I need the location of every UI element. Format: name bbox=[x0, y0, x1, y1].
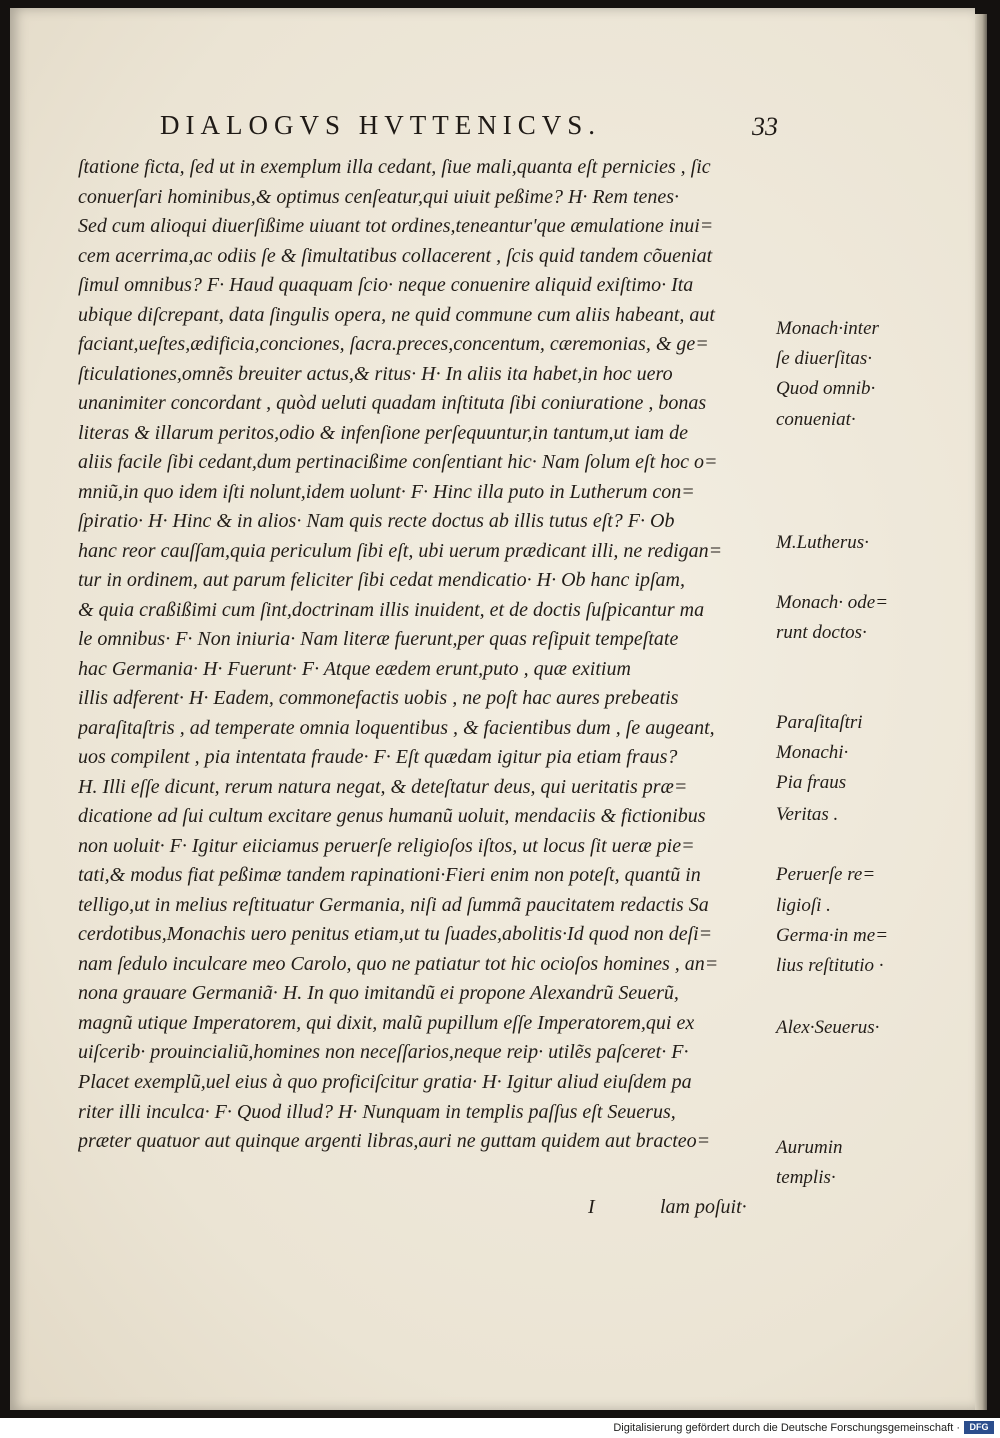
margin-note: ligioſi . bbox=[776, 895, 831, 916]
text-line bbox=[78, 773, 780, 803]
text-line bbox=[78, 655, 780, 685]
text-line-content: illis adferent· H· Eadem, commonefactis uobis , ne poſt hac aures prebeatis bbox=[78, 687, 679, 710]
text-line bbox=[78, 448, 780, 478]
text-line bbox=[78, 1127, 780, 1157]
signature-mark: I bbox=[588, 1196, 595, 1218]
text-line bbox=[78, 950, 780, 980]
text-line-content: Sed cum alioqui diuerſißime uiuant tot ordines,teneantur'que æmulatione inui= bbox=[78, 215, 714, 238]
text-line bbox=[78, 212, 780, 242]
margin-note: Monach· ode= bbox=[776, 592, 889, 613]
text-line bbox=[78, 566, 780, 596]
text-line-content: faciant,ueſtes,ædificia,conciones, ſacra.preces,concentum, cæremonias, & ge= bbox=[78, 333, 709, 356]
text-line bbox=[78, 360, 780, 390]
text-line-content: telligo,ut in melius reſtituatur Germania, niſi ad ſummã paucitatem redactis Sa bbox=[78, 893, 709, 916]
text-line-content: H. Illi eſſe dicunt, rerum natura negat, & deteſtatur deus, qui ueritatis præ= bbox=[78, 775, 688, 798]
dfg-logo: DFG bbox=[964, 1421, 994, 1434]
catchword: lam poſuit· bbox=[660, 1196, 747, 1218]
text-line-content: nam ſedulo inculcare meo Carolo, quo ne patiatur tot hic ocioſos homines , an= bbox=[78, 952, 719, 975]
margin-note: Pia fraus bbox=[776, 772, 847, 793]
page-edge bbox=[975, 14, 987, 1410]
text-line-content: præter quatuor aut quinque argenti libras,auri ne guttam quidem aut bracteo= bbox=[78, 1130, 711, 1153]
text-line-content: hanc reor cauſſam,quia periculum ſibi eſt, ubi uerum prædicant illi, ne redigan= bbox=[78, 539, 723, 562]
text-line bbox=[78, 507, 780, 537]
text-line-content: non uoluit· F· Igitur eiiciamus peruerſe religioſos iſtos, ut locus ſit ueræ pie= bbox=[78, 834, 695, 857]
text-line-content: conuerſari hominibus,& optimus cenſeatur,qui uiuit peßime? H· Rem tenes· bbox=[78, 185, 680, 208]
text-line-content: paraſitaſtris , ad temperate omnia loquentibus , & facientibus dum , ſe augeant, bbox=[78, 716, 715, 739]
text-line-content: literas & illarum peritos,odio & infenſione perſequuntur,in tantum,ut iam de bbox=[78, 421, 688, 444]
text-line bbox=[78, 183, 780, 213]
text-line-content: le omnibus· F· Non iniuria· Nam literæ fuerunt,per quas reſipuit tempeſtate bbox=[78, 628, 679, 651]
text-line-content: uos compilent , pia intentata fraude· F· Eſt quædam igitur pia etiam fraus? bbox=[78, 746, 678, 769]
text-line-content: uiſcerib· prouincialiũ,homines non neceſſarios,neque reip· utilẽs paſceret· F· bbox=[78, 1041, 689, 1064]
text-line bbox=[78, 596, 780, 626]
text-line bbox=[78, 861, 780, 891]
margin-note: Monachi· bbox=[776, 742, 849, 763]
text-line bbox=[78, 271, 780, 301]
text-line bbox=[78, 1068, 780, 1098]
text-line-content: aliis facile ſibi cedant,dum pertinacißime conſentiant hic· Nam ſolum eſt hoc o= bbox=[78, 451, 718, 474]
page-number: 33 bbox=[752, 112, 778, 141]
margin-note: conueniat· bbox=[776, 409, 856, 430]
text-line bbox=[78, 242, 780, 272]
margin-note: runt doctos· bbox=[776, 622, 867, 643]
text-line bbox=[78, 920, 780, 950]
text-line bbox=[78, 478, 780, 508]
text-line-content: hac Germania· H· Fuerunt· F· Atque eædem erunt,puto , quæ exitium bbox=[78, 657, 631, 680]
text-line bbox=[78, 389, 780, 419]
text-line-content: cem acerrima,ac odiis ſe & ſimultatibus collacerent , ſcis quid tandem cõueniat bbox=[78, 244, 713, 267]
text-line-content: ſpiratio· H· Hinc & in alios· Nam quis recte doctus ab illis tutus eſt? F· Ob bbox=[78, 510, 675, 533]
text-line bbox=[78, 301, 780, 331]
text-line bbox=[78, 1098, 780, 1128]
text-line-content: ſimul omnibus? F· Haud quaquam ſcio· neque conuenire aliquid exiſtimo· Ita bbox=[78, 274, 694, 297]
text-line-content: dicatione ad ſui cultum excitare genus humanũ uoluit, mendaciis & fictionibus bbox=[78, 805, 706, 828]
text-line-content: ſticulationes,omnẽs breuiter actus,& ritus· H· In aliis ita habet,in hoc uero bbox=[78, 362, 673, 385]
margin-note: Monach·inter bbox=[776, 318, 879, 339]
text-line-content: nona grauare Germaniã· H. In quo imitandũ ei propone Alexandrũ Seuerũ, bbox=[78, 982, 679, 1005]
text-line bbox=[78, 832, 780, 862]
text-line bbox=[78, 891, 780, 921]
footer-credit: Digitalisierung gefördert durch die Deutsche Forschungsgemeinschaft · bbox=[613, 1422, 960, 1434]
margin-note: lius reſtitutio · bbox=[776, 955, 884, 976]
text-line-content: tati,& modus fiat peßimæ tandem rapinationi·Fieri enim non poteſt, quantũ in bbox=[78, 864, 701, 887]
margin-note: Germa·in me= bbox=[776, 925, 889, 946]
margin-note: Paraſitaſtri bbox=[776, 712, 863, 733]
text-line bbox=[78, 1009, 780, 1039]
text-line-content: cerdotibus,Monachis uero penitus etiam,ut tu ſuades,abolitis·Id quod non deſi= bbox=[78, 923, 713, 946]
text-line-content: unanimiter concordant , quòd ueluti quadam inſtituta ſibi coniuratione , bonas bbox=[78, 392, 707, 415]
text-line bbox=[78, 743, 780, 773]
text-line-content: mniũ,in quo idem iſti nolunt,idem uolunt· F· Hinc illa puto in Lutherum con= bbox=[78, 480, 695, 503]
margin-note: M.Lutherus· bbox=[776, 532, 869, 553]
text-line bbox=[78, 979, 780, 1009]
text-line bbox=[78, 153, 780, 183]
margin-note: Alex·Seuerus· bbox=[776, 1017, 880, 1038]
text-line bbox=[78, 330, 780, 360]
text-line-content: magnũ utique Imperatorem, qui dixit, malũ pupillum eſſe Imperatorem,qui ex bbox=[78, 1011, 695, 1034]
body-text bbox=[78, 153, 780, 1157]
text-line-content: riter illi inculca· F· Quod illud? H· Nunquam in templis paſſus eſt Seuerus, bbox=[78, 1100, 676, 1123]
margin-note: Veritas . bbox=[776, 804, 839, 825]
margin-note: Quod omnib· bbox=[776, 378, 876, 399]
text-line bbox=[78, 1038, 780, 1068]
text-line bbox=[78, 802, 780, 832]
text-line bbox=[78, 684, 780, 714]
margin-note: Aurumin bbox=[776, 1137, 843, 1158]
text-line-content: & quia craßißimi cum ſint,doctrinam illis inuident, et de doctis ſuſpicantur ma bbox=[78, 598, 705, 621]
text-line bbox=[78, 537, 780, 567]
margin-note: Peruerſe re= bbox=[776, 864, 876, 885]
text-line-content: tur in ordinem, aut parum feliciter ſibi cedat mendicatio· H· Ob hanc ipſam, bbox=[78, 569, 685, 592]
text-line bbox=[78, 419, 780, 449]
text-line bbox=[78, 714, 780, 744]
text-line-content: ſtatione ficta, ſed ut in exemplum illa cedant, ſiue mali,quanta eſt pernicies , ſic bbox=[78, 156, 711, 178]
margin-note: templis· bbox=[776, 1167, 836, 1188]
margin-note: ſe diuerſitas· bbox=[776, 348, 873, 369]
running-head: DIALOGVS HVTTENICVS. bbox=[160, 110, 601, 140]
text-line bbox=[78, 625, 780, 655]
text-line-content: ubique diſcrepant, data ſingulis opera, ne quid commune cum aliis habeant, aut bbox=[78, 303, 715, 326]
text-line-content: Placet exemplũ,uel eius à quo proficiſcitur gratia· H· Igitur aliud eiuſdem pa bbox=[78, 1070, 692, 1093]
